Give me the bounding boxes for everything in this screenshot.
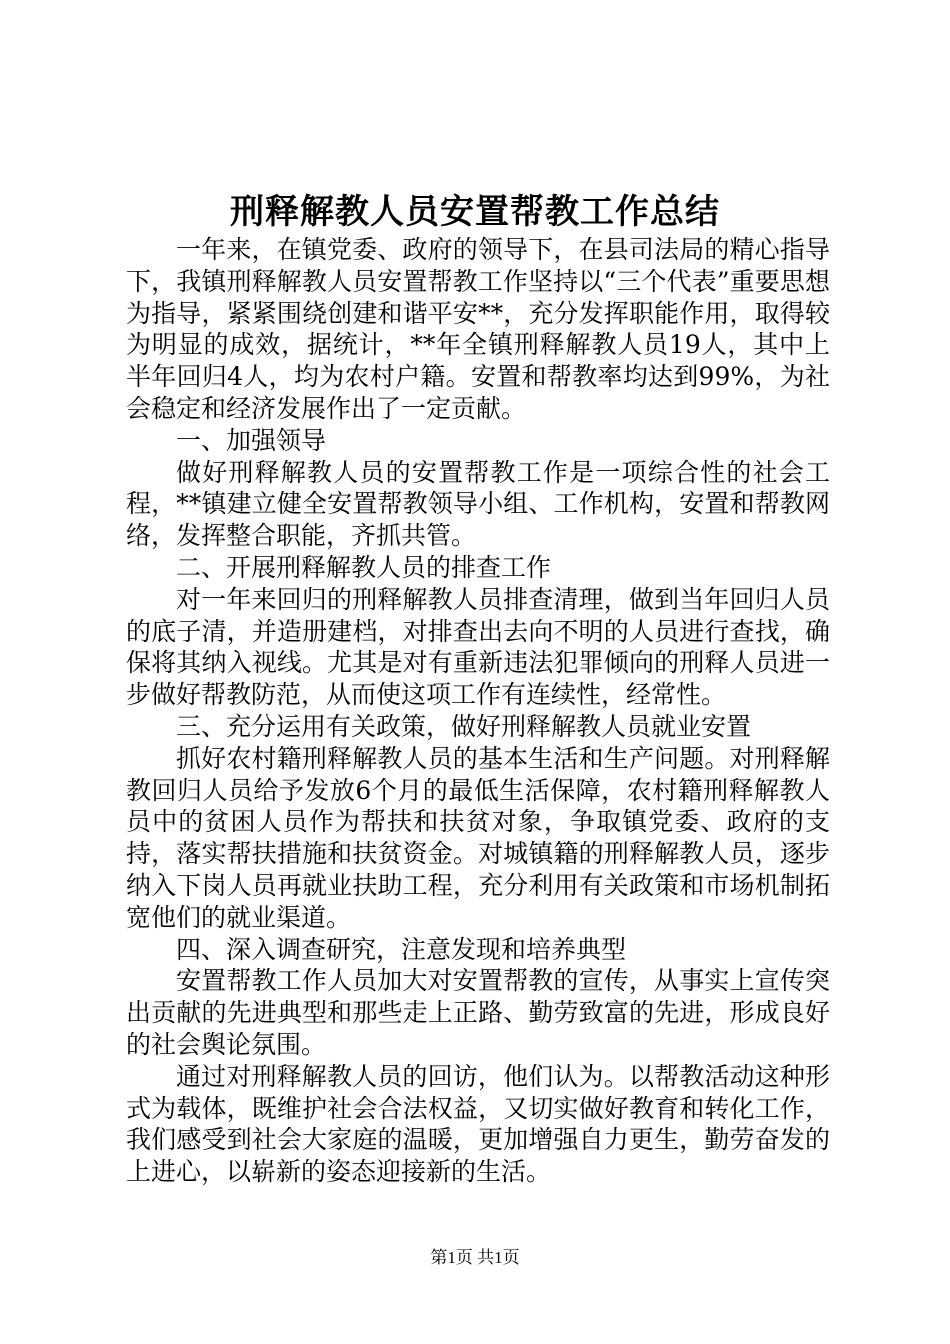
document-body xyxy=(126,234,830,1188)
intro-paragraph: 一年来，在镇党委、政府的领导下，在县司法局的精心指导下，我镇刑释解教人员安置帮教工作坚持以“三个代表”重要思想为指导，紧紧围绕创建和谐平安**，充分发挥职能作用，取得较为明显的成效，据统计，**年全镇刑释解教人员19人，其中上半年回归4人，均为农村户籍。安置和帮教率均达到99%，为社会稳定和经济发展作出了一定贡献。 xyxy=(126,235,830,423)
section-2-paragraph: 对一年来回归的刑释解教人员排查清理，做到当年回归人员的底子清，并造册建档，对排查出去向不明的人员进行查找，确保将其纳入视线。尤其是对有重新违法犯罪倾向的刑释人员进一步做好帮教防范，从而使这项工作有连续性，经常性。 xyxy=(126,584,830,710)
section-4-paragraph: 安置帮教工作人员加大对安置帮教的宣传，从事实上宣传突出贡献的先进典型和那些走上正路、勤劳致富的先进，形成良好的社会舆论氛围。 xyxy=(126,966,830,1059)
section-heading-2: 二、开展刑释解教人员的排查工作 xyxy=(176,552,552,582)
page-number-footer: 第1页 共1页 xyxy=(430,1248,520,1267)
section-heading-1: 一、加强领导 xyxy=(176,425,327,455)
section-1-paragraph: 做好刑释解教人员的安置帮教工作是一项综合性的社会工程，**镇建立健全安置帮教领导小组、工作机构，安置和帮教网络，发挥整合职能，齐抓共管。 xyxy=(126,457,830,551)
section-heading-4: 四、深入调查研究，注意发现和培养典型 xyxy=(176,934,627,964)
section-3-paragraph: 抓好农村籍刑释解教人员的基本生活和生产问题。对刑释解教回归人员给予发放6个月的最低生活保障，农村籍刑释解教人员中的贫困人员作为帮扶和扶贫对象，争取镇党委、政府的支持，落实帮扶措施和扶贫资金。对城镇籍的刑释解教人员，逐步纳入下岗人员再就业扶助工程，充分利用有关政策和市场机制拓宽他们的就业渠道。 xyxy=(126,743,830,932)
document-title: 刑释解教人员安置帮教工作总结 xyxy=(230,192,720,232)
closing-paragraph: 通过对刑释解教人员的回访，他们认为。以帮教活动这种形式为载体，既维护社会合法权益，又切实做好教育和转化工作，我们感受到社会大家庭的温暖，更加增强自力更生，勤劳奋发的上进心，以崭新的姿态迎接新的生活。 xyxy=(126,1061,830,1187)
section-heading-3: 三、充分运用有关政策，做好刑释解教人员就业安置 xyxy=(176,711,752,741)
